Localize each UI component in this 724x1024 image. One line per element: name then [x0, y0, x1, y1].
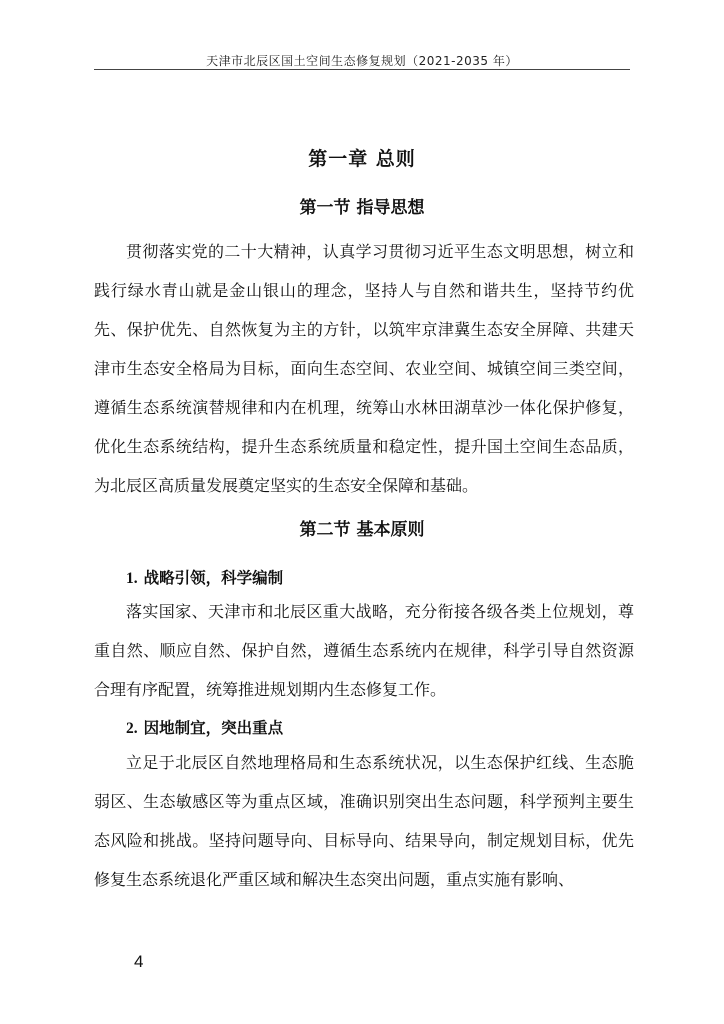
section-title-basic-principles: 第二节 基本原则 [299, 520, 425, 540]
principle-1-title: 战略引领，科学编制 [143, 569, 284, 587]
principle-1-heading [126, 566, 283, 588]
header-rule [94, 69, 630, 70]
principle-2-paragraph: 立足于北辰区自然地理格局和生态系统状况，以生态保护红线、生态脆弱区、生态敏感区等为重点区域，准确识别突出生态问题，科学预判主要生态风险和挑战。坚持问题导向、目标导向、结果导向，制定规划目标，优先修复生态系统退化严重区域和解决生态突出问题，重点实施有影响、 [94, 753, 634, 889]
principle-2-number: 2. [126, 720, 138, 737]
paragraph-guiding-ideology: 贯彻落实党的二十大精神，认真学习贯彻习近平生态文明思想，树立和践行绿水青山就是金山银山的理念，坚持人与自然和谐共生，坚持节约优先、保护优先、自然恢复为主的方针，以筑牢京津冀生态安全屏障、共建天津市生态安全格局为目标，面向生态空间、农业空间、城镇空间三类空间，遵循生态系统演替规律和内在机理，统筹山水林田湖草沙一体化保护修复，优化生态系统结构，提升生态系统质量和稳定性，提升国土空间生态品质，为北辰区高质量发展奠定坚实的生态安全保障和基础。 [94, 242, 634, 495]
principle-1-number: 1. [126, 570, 138, 587]
principle-1-paragraph: 落实国家、天津市和北辰区重大战略，充分衔接各级各类上位规划，尊重自然、顺应自然、保护自然，遵循生态系统内在规律，科学引导自然资源合理有序配置，统筹推进规划期内生态修复工作。 [94, 602, 634, 699]
running-header: 天津市北辰区国土空间生态修复规划（2021-2035 年） [206, 54, 518, 68]
chapter-title: 第一章 总则 [308, 148, 416, 170]
principle-2-title: 因地制宜，突出重点 [143, 719, 284, 737]
principle-2-heading [126, 716, 283, 738]
section-title-guiding-ideology: 第一节 指导思想 [299, 198, 425, 218]
page-number: 4 [134, 952, 144, 971]
